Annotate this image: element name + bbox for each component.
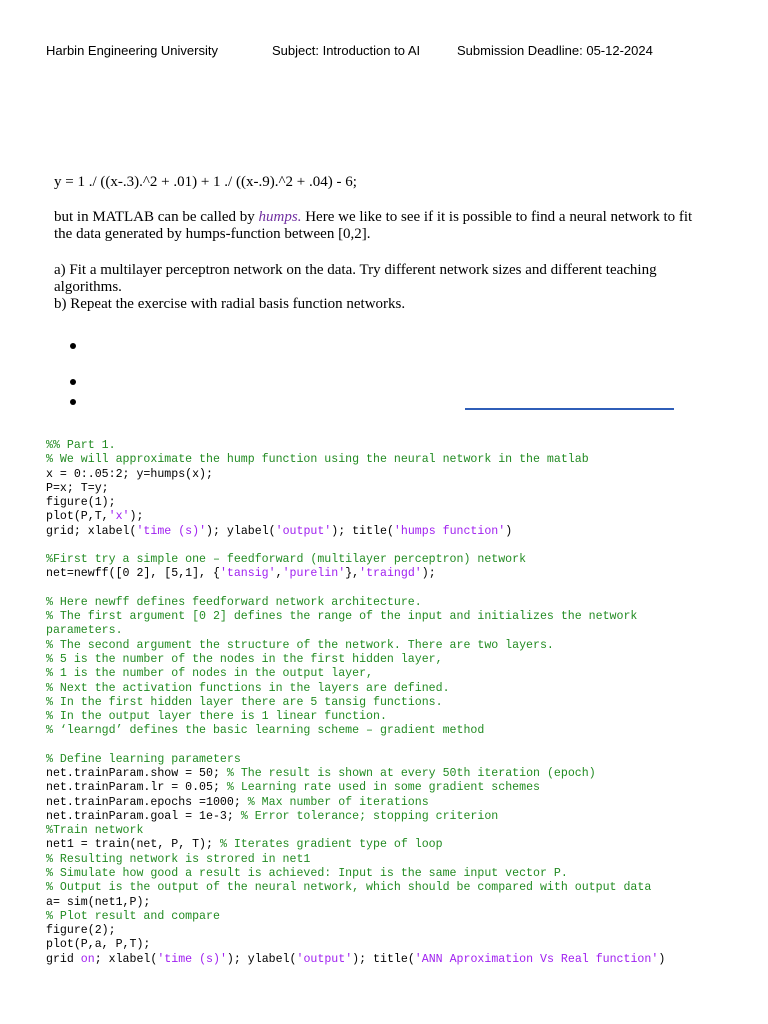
humps-keyword: humps. [258, 209, 302, 225]
university-name: Harbin Engineering University [46, 43, 218, 58]
code-token-code: net=newff([0 2], [5,1], { [46, 567, 220, 581]
code-token-comment: % ‘learngd’ defines the basic learning scheme – gradient method [46, 724, 485, 738]
code-token-str: 'humps function' [393, 524, 506, 538]
code-line [46, 539, 746, 553]
task-a: a) Fit a multilayer perceptron network on the data. Try different network sizes and different teaching algorithms. [54, 262, 657, 295]
code-line [46, 696, 746, 710]
code-line [46, 667, 746, 681]
code-line [46, 810, 746, 824]
code-line [46, 767, 746, 781]
code-token-str: 'tansig' [219, 567, 276, 581]
code-token-comment: % In the output layer there is 1 linear function. [46, 710, 387, 724]
task-b: b) Repeat the exercise with radial basis function networks. [54, 296, 406, 312]
code-token-comment: %Train network [46, 824, 144, 838]
code-token-code: ) [505, 524, 513, 538]
code-line [46, 610, 746, 624]
code-token-str: 'output' [275, 524, 332, 538]
code-line [46, 938, 746, 952]
code-line [46, 781, 746, 795]
code-token-comment: parameters. [46, 624, 123, 638]
code-line [46, 924, 746, 938]
code-token-code: grid [46, 952, 81, 966]
code-line [46, 624, 746, 638]
code-line [46, 453, 746, 467]
code-line [46, 439, 746, 453]
code-token-comment: % The first argument [0 2] defines the range of the input and initializes the network [46, 610, 638, 624]
code-line [46, 510, 746, 524]
code-token-comment: % Plot result and compare [46, 909, 220, 923]
code-token-code: net.trainParam.goal = 1e-3; [46, 809, 241, 823]
code-token-comment: %First try a simple one – feedforward (multilayer perceptron) network [46, 553, 527, 567]
code-token-code: ); [421, 567, 436, 581]
code-token-code: net1 = train(net, P, T); [46, 838, 220, 852]
code-line [46, 953, 746, 967]
task-list [54, 262, 704, 313]
code-token-code: plot(P,T, [46, 510, 109, 524]
code-token-str: 'time (s)' [157, 952, 227, 966]
code-line [46, 853, 746, 867]
code-token-comment: % Resulting network is strored in net1 [46, 852, 311, 866]
code-token-comment: % Here newff defines feedforward network architecture. [46, 595, 422, 609]
code-line [46, 639, 746, 653]
code-token-str: 'output' [296, 952, 353, 966]
code-token-code: ); ylabel( [206, 524, 276, 538]
code-line [46, 582, 746, 596]
code-token-comment: % We will approximate the hump function using the neural network in the matlab [46, 453, 589, 467]
code-token-comment: %% Part 1. [46, 439, 116, 452]
humps-formula: y = 1 ./ ((x-.3).^2 + .01) + 1 ./ ((x-.9).^2 + .04) - 6; [54, 174, 357, 190]
code-token-comment: % Error tolerance; stopping criterion [240, 809, 499, 823]
code-token-comment: % 1 is the number of nodes in the output layer, [46, 667, 373, 681]
code-token-code: plot(P,a, P,T); [46, 938, 151, 952]
code-token-str: 'traingd' [359, 567, 422, 581]
code-token-code: a= sim(net1,P); [46, 895, 151, 909]
code-line [46, 596, 746, 610]
code-line [46, 682, 746, 696]
code-line [46, 724, 746, 738]
code-token-comment: % Max number of iterations [247, 795, 429, 809]
code-token-code: ); title( [352, 952, 415, 966]
code-token-code: ) [658, 952, 666, 966]
code-token-str: 'time (s)' [136, 524, 207, 538]
code-token-code: grid; xlabel( [46, 524, 137, 538]
horizontal-rule [465, 408, 674, 410]
code-token-comment: % Learning rate used in some gradient schemes [226, 781, 540, 795]
code-line [46, 896, 746, 910]
code-line [46, 824, 746, 838]
code-line [46, 838, 746, 852]
code-token-code: ; xlabel( [94, 952, 158, 966]
deadline-label: Submission Deadline: 05-12-2024 [457, 43, 653, 58]
code-token-code: x = 0:.05:2; y=humps(x); [46, 467, 213, 481]
subject-label: Subject: Introduction to AI [272, 43, 421, 58]
code-token-comment: % Simulate how good a result is achieved: Input is the same input vector P. [46, 866, 568, 880]
para-text-before: but in MATLAB can be called by [54, 209, 259, 225]
code-token-code: P=x; T=y; [46, 481, 109, 495]
code-token-code: net.trainParam.epochs =1000; [46, 795, 248, 809]
code-token-code: , [275, 567, 283, 581]
code-token-comment: % Define learning parameters [46, 752, 241, 766]
code-line [46, 753, 746, 767]
code-token-str: 'x' [108, 510, 130, 524]
code-token-comment: % The result is shown at every 50th iteration (epoch) [226, 767, 596, 781]
matlab-code-block [46, 439, 746, 967]
code-token-comment: % 5 is the number of the nodes in the first hidden layer, [46, 652, 443, 666]
code-line [46, 482, 746, 496]
code-token-comment: % The second argument the structure of the network. There are two layers. [46, 638, 554, 652]
code-token-code: net.trainParam.show = 50; [46, 767, 227, 781]
page-header [46, 43, 748, 61]
code-token-code: }, [345, 567, 360, 581]
code-line [46, 867, 746, 881]
code-line [46, 739, 746, 753]
code-token-code: ); ylabel( [226, 952, 297, 966]
code-token-code: ); [129, 510, 144, 524]
code-line [46, 710, 746, 724]
code-line [46, 525, 746, 539]
code-token-code: ); title( [331, 524, 394, 538]
code-line [46, 567, 746, 581]
bullet-point [70, 379, 76, 385]
code-token-code: figure(2); [46, 924, 116, 938]
code-token-code: figure(1); [46, 496, 116, 510]
code-line [46, 653, 746, 667]
code-token-str: 'ANN Aproximation Vs Real function' [414, 952, 659, 966]
para-text-after: Here we like to see if it is possible to find a neural network to fit the data generated by humps-function between [0,2]. [54, 209, 693, 242]
code-token-code: net.trainParam.lr = 0.05; [46, 781, 227, 795]
code-token-comment: % Iterates gradient type of loop [219, 838, 443, 852]
code-token-comment: % Next the activation functions in the layers are defined. [46, 681, 450, 695]
bullet-point [70, 343, 76, 349]
code-token-comment: % Output is the output of the neural network, which should be compared with output data [46, 881, 652, 895]
code-token-kw: on [80, 952, 95, 966]
code-line [46, 496, 746, 510]
bullet-point [70, 399, 76, 405]
code-line [46, 881, 746, 895]
code-line [46, 796, 746, 810]
code-line [46, 553, 746, 567]
code-line [46, 910, 746, 924]
code-line [46, 468, 746, 482]
code-token-str: 'purelin' [282, 567, 346, 581]
code-token-comment: % In the first hidden layer there are 5 tansig functions. [46, 695, 443, 709]
description-paragraph [54, 209, 704, 243]
